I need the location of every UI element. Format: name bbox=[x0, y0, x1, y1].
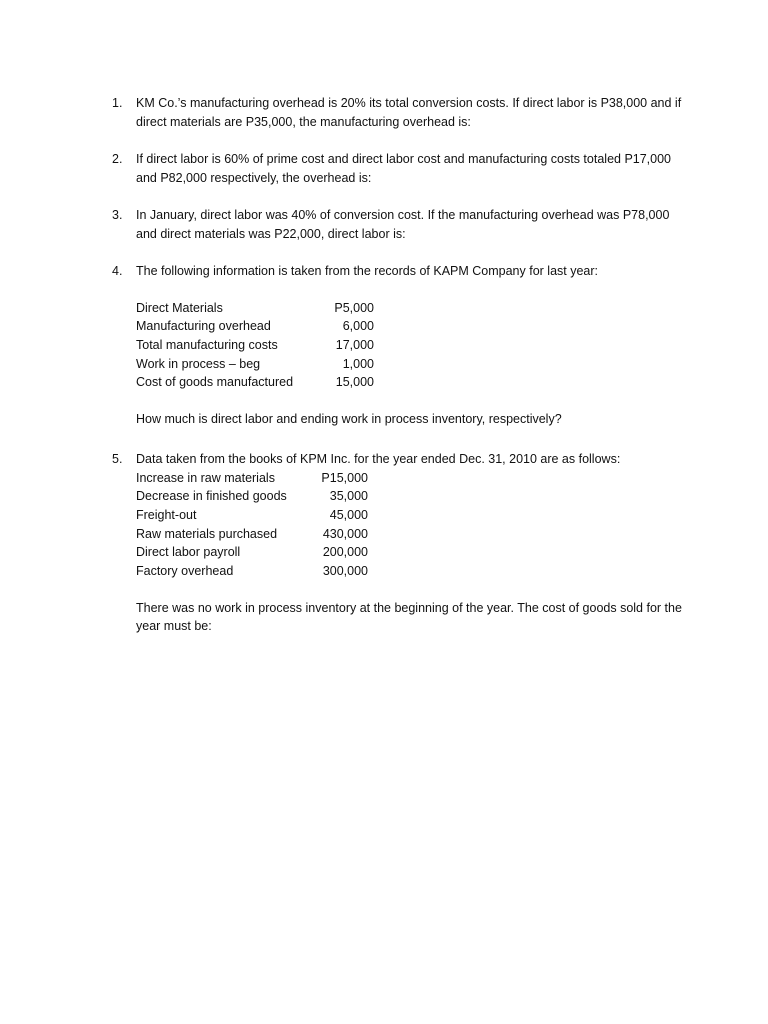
row-label: Direct Materials bbox=[136, 300, 223, 315]
question-text: KM Co.’s manufacturing overhead is 20% its total conversion costs. If direct labor is P38,000 and if direct materials are P35,000, the manufacturing overhead is: bbox=[136, 96, 682, 129]
question-number: 2. bbox=[112, 152, 123, 166]
row-label: Raw materials purchased bbox=[136, 526, 278, 541]
question-followup: There was no work in process inventory at the beginning of the year. The cost of goods sold for the year must be: bbox=[136, 600, 682, 634]
table-row bbox=[136, 355, 374, 374]
row-value: 17,000 bbox=[335, 337, 374, 352]
row-label: Freight-out bbox=[136, 507, 197, 522]
question-text: If direct labor is 60% of prime cost and direct labor cost and manufacturing costs totaled P17,000 and P82,000 respectively, the overhead is: bbox=[136, 152, 672, 185]
row-value: 35,000 bbox=[329, 489, 368, 504]
table-row bbox=[136, 373, 374, 392]
question-4 bbox=[112, 262, 692, 428]
question-text: Data taken from the books of KPM Inc. for the year ended Dec. 31, 2010 are as follows: bbox=[136, 452, 621, 466]
data-table bbox=[136, 299, 374, 392]
question-3 bbox=[112, 206, 692, 243]
row-label: Manufacturing overhead bbox=[136, 319, 271, 334]
table-row bbox=[136, 336, 374, 355]
question-text: In January, direct labor was 40% of conversion cost. If the manufacturing overhead was P78,000 and direct materials was P22,000, direct labor is: bbox=[136, 208, 670, 241]
table-row bbox=[136, 543, 368, 562]
row-label: Direct labor payroll bbox=[136, 545, 241, 560]
table-row bbox=[136, 469, 368, 488]
table-row bbox=[136, 487, 368, 506]
question-text: The following information is taken from the records of KAPM Company for last year: bbox=[136, 264, 598, 278]
table-row bbox=[136, 506, 368, 525]
table-row bbox=[136, 299, 374, 318]
table-row bbox=[136, 525, 368, 544]
question-number: 3. bbox=[112, 208, 123, 222]
data-table bbox=[136, 469, 368, 581]
row-label: Work in process – beg bbox=[136, 356, 261, 371]
row-value: P5,000 bbox=[334, 300, 374, 315]
row-value: 300,000 bbox=[322, 563, 368, 578]
row-value: 1,000 bbox=[342, 356, 374, 371]
row-value: P15,000 bbox=[321, 470, 368, 485]
table-row bbox=[136, 562, 368, 581]
question-followup: How much is direct labor and ending work in process inventory, respectively? bbox=[136, 411, 562, 426]
row-label: Factory overhead bbox=[136, 563, 234, 578]
row-value: 6,000 bbox=[342, 319, 374, 334]
row-label: Increase in raw materials bbox=[136, 470, 275, 485]
question-number: 5. bbox=[112, 452, 123, 466]
row-label: Decrease in finished goods bbox=[136, 489, 287, 504]
question-1 bbox=[112, 94, 692, 131]
question-2 bbox=[112, 150, 692, 187]
table-row bbox=[136, 317, 374, 336]
question-number: 1. bbox=[112, 96, 123, 110]
row-value: 200,000 bbox=[322, 545, 368, 560]
question-number: 4. bbox=[112, 264, 123, 278]
row-value: 15,000 bbox=[335, 375, 374, 390]
row-value: 45,000 bbox=[329, 507, 368, 522]
row-label: Cost of goods manufactured bbox=[136, 375, 294, 390]
row-label: Total manufacturing costs bbox=[136, 337, 278, 352]
question-5 bbox=[112, 450, 692, 636]
row-value: 430,000 bbox=[322, 526, 368, 541]
